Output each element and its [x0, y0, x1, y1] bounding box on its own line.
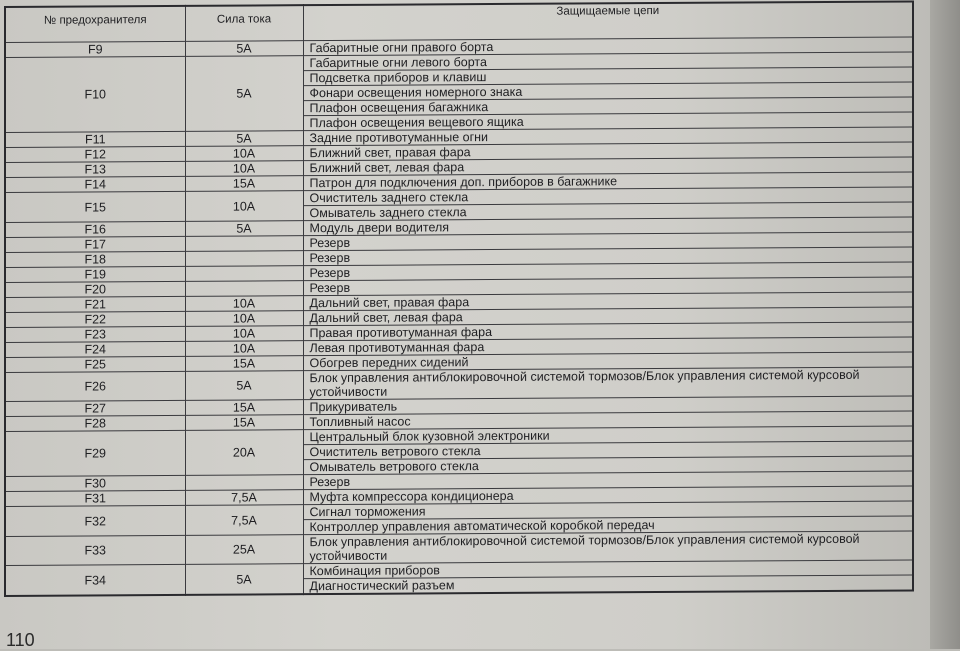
- amperage-cell: 10A: [185, 296, 303, 312]
- circuit-line: Задние противотуманные огни: [309, 130, 489, 146]
- amperage-cell: 10A: [185, 326, 303, 342]
- circuit-line: Муфта компрессора кондиционера: [309, 488, 514, 505]
- circuit-line: Резерв: [309, 474, 351, 490]
- circuit-line: Омыватель заднего стекла: [304, 201, 913, 220]
- fuse-number-cell: F16: [5, 221, 185, 237]
- fuse-number-cell: F11: [5, 131, 185, 147]
- amperage-cell: 10A: [185, 341, 303, 357]
- fuse-number-cell: F34: [5, 564, 185, 596]
- amperage-cell: [185, 281, 303, 297]
- circuit-line: Обогрев передних сидений: [309, 355, 469, 371]
- fuse-number-cell: F17: [5, 236, 185, 252]
- circuit-line: Плафон освещения вещевого ящика: [304, 111, 913, 130]
- amperage-cell: 15A: [185, 176, 303, 192]
- circuit-line: Модуль двери водителя: [309, 220, 450, 236]
- amperage-cell: 10A: [185, 146, 303, 162]
- circuits-cell: [303, 531, 913, 564]
- amperage-cell: [185, 236, 303, 252]
- circuit-line: Прикуриватель: [309, 399, 398, 415]
- amperage-cell: 5A: [185, 564, 303, 595]
- amperage-cell: 7,5A: [185, 490, 303, 506]
- amperage-cell: 10A: [185, 311, 303, 327]
- circuit-line: Очиститель ветрового стекла: [304, 440, 913, 459]
- fuse-number-cell: F31: [5, 490, 185, 506]
- page-edge-shadow: [930, 0, 960, 649]
- circuit-line: Подсветка приборов и клавиш: [304, 66, 913, 85]
- circuit-line: Ближний свет, левая фара: [309, 160, 465, 176]
- fuse-number-cell: F27: [5, 400, 185, 416]
- fuse-number-cell: F18: [5, 251, 185, 267]
- circuit-line: Центральный блок кузовной электроники: [309, 428, 550, 445]
- fuse-number-cell: F22: [5, 311, 185, 327]
- header-protected-circuits: Защищаемые цепи: [303, 1, 913, 40]
- circuit-line: Ближний свет, правая фара: [309, 145, 471, 161]
- circuit-line: Резерв: [309, 235, 351, 251]
- circuit-line: Комбинация приборов: [309, 563, 440, 579]
- amperage-cell: [185, 475, 303, 491]
- circuit-line: Очиститель заднего стекла: [309, 190, 469, 206]
- fuse-number-cell: F25: [5, 356, 185, 372]
- circuit-line: Блок управления антиблокировочной системой тормозов/Блок управления системой курсовой устойчивости: [309, 531, 860, 564]
- fuse-number-cell: F9: [5, 41, 185, 57]
- circuit-line: Диагностический разъем: [304, 574, 913, 593]
- fuse-number-cell: F29: [5, 430, 185, 476]
- fuse-number-cell: F10: [5, 56, 185, 132]
- fuse-number-cell: F28: [5, 415, 185, 431]
- circuit-line: Резерв: [309, 265, 351, 281]
- circuit-line: Фонари освещения номерного знака: [304, 81, 913, 100]
- fuse-number-cell: F26: [5, 371, 185, 401]
- circuit-line: Дальний свет, левая фара: [309, 310, 463, 326]
- fuse-table: [4, 0, 914, 597]
- circuit-line: Омыватель ветрового стекла: [304, 455, 913, 474]
- fuse-table-body: [5, 37, 913, 596]
- circuit-line: Топливный насос: [309, 414, 411, 430]
- circuit-line: Сигнал торможения: [309, 504, 426, 520]
- page-number: 110: [6, 630, 35, 650]
- fuse-number-cell: F12: [5, 146, 185, 162]
- circuit-line: Резерв: [309, 280, 351, 296]
- circuits-cell: [303, 426, 913, 475]
- fuse-number-cell: F21: [5, 296, 185, 312]
- header-amperage: Сила тока: [185, 5, 303, 41]
- amperage-cell: 25A: [185, 535, 303, 565]
- circuits-cell: [303, 560, 913, 594]
- amperage-cell: 15A: [185, 356, 303, 372]
- fuse-number-cell: F15: [5, 191, 185, 222]
- amperage-cell: 5A: [185, 131, 303, 147]
- amperage-cell: 15A: [185, 400, 303, 416]
- circuit-line: Дальний свет, правая фара: [309, 295, 470, 311]
- circuit-line: Резерв: [309, 250, 351, 266]
- circuit-line: Блок управления антиблокировочной системой тормозов/Блок управления системой курсовой устойчивости: [309, 367, 860, 400]
- fuse-number-cell: F14: [5, 176, 185, 192]
- circuits-cell: [303, 367, 913, 400]
- fuse-number-cell: F30: [5, 475, 185, 491]
- fuse-table-wrapper: [4, 0, 914, 597]
- circuits-cell: [303, 52, 913, 131]
- amperage-cell: [185, 251, 303, 267]
- amperage-cell: 5A: [185, 56, 303, 132]
- table-header-row: [5, 1, 913, 42]
- amperage-cell: 10A: [185, 161, 303, 177]
- fuse-number-cell: F32: [5, 505, 185, 536]
- fuse-number-cell: F19: [5, 266, 185, 282]
- table-row: [5, 52, 913, 133]
- fuse-number-cell: F24: [5, 341, 185, 357]
- amperage-cell: 5A: [185, 41, 303, 57]
- table-row: [5, 426, 913, 477]
- amperage-cell: 5A: [185, 221, 303, 237]
- fuse-number-cell: F20: [5, 281, 185, 297]
- circuit-line: Патрон для подключения доп. приборов в багажнике: [309, 174, 618, 191]
- circuit-line: Правая противотуманная фара: [309, 325, 493, 341]
- amperage-cell: 15A: [185, 415, 303, 431]
- amperage-cell: 5A: [185, 371, 303, 401]
- circuits-cell: [303, 187, 913, 221]
- circuits-cell: [303, 501, 913, 535]
- amperage-cell: 10A: [185, 191, 303, 222]
- fuse-number-cell: F13: [5, 161, 185, 177]
- amperage-cell: [185, 266, 303, 282]
- circuit-line: Габаритные огни левого борта: [309, 55, 487, 71]
- circuit-line: Контроллер управления автоматической коробкой передач: [304, 515, 913, 534]
- circuit-line: Габаритные огни правого борта: [309, 40, 494, 56]
- amperage-cell: 20A: [185, 430, 303, 476]
- fuse-number-cell: F23: [5, 326, 185, 342]
- circuit-line: Левая противотуманная фара: [309, 340, 485, 356]
- fuse-number-cell: F33: [5, 535, 185, 565]
- amperage-cell: 7,5A: [185, 505, 303, 536]
- circuit-line: Плафон освещения багажника: [304, 96, 913, 115]
- header-fuse-number: № предохранителя: [5, 6, 185, 43]
- table-row: [5, 560, 913, 596]
